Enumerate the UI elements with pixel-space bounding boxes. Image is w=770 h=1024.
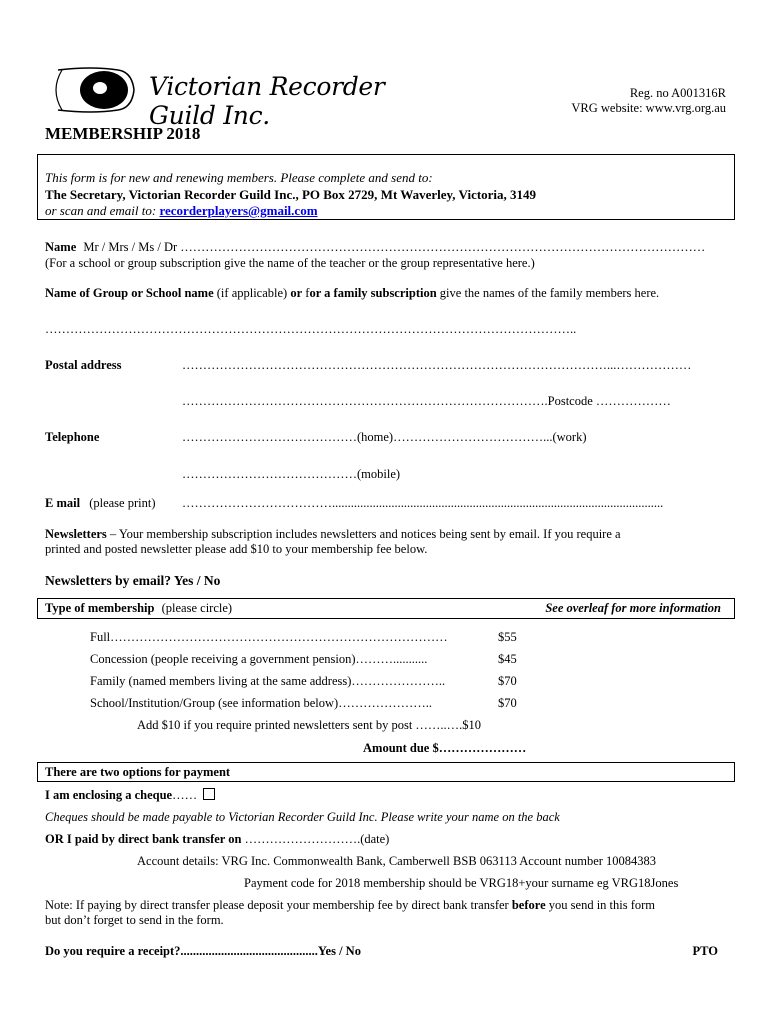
family-label: or a family subscription (309, 286, 437, 300)
name-field[interactable]: ……………………………………………………………………………………………………………… (180, 240, 706, 254)
newsletters-desc-1: – Your membership subscription includes newsletters and notices being sent by email. If you require a (106, 527, 621, 541)
receipt-question[interactable]: Do you require a receipt?............................................Yes / No (45, 944, 361, 958)
name-note: (For a school or group subscription give the name of the teacher or the group representative here.) (45, 256, 535, 270)
telephone-field-1[interactable]: ……………………………………(home)………………………………...(work) (182, 430, 587, 444)
name-titles: Mr / Mrs / Ms / Dr (83, 240, 178, 254)
option-label: Full……………………………………………………………………… (90, 630, 448, 644)
cheque-label: I am enclosing a cheque (45, 788, 173, 802)
pto-label: PTO (692, 944, 718, 958)
email-row (45, 496, 156, 511)
membership-hint: (please circle) (161, 601, 233, 615)
option-price: $45 (498, 652, 517, 666)
postal-field-2[interactable]: …………………………………………………………………………….Postcode ……………… (182, 394, 671, 408)
postal-label: Postal address (45, 358, 122, 372)
note-text: Note: If paying by direct transfer please deposit your membership fee by direct bank transfer (45, 898, 512, 912)
transfer-note-1 (45, 898, 655, 913)
header-info (571, 86, 726, 116)
option-label: Family (named members living at the same address)………………….. (90, 674, 446, 688)
account-details: Account details: VRG Inc. Commonwealth Bank, Camberwell BSB 063113 Account number 10084383 (137, 854, 657, 868)
email-label: E mail (45, 496, 81, 510)
email-link[interactable]: recorderplayers@gmail.com (159, 203, 318, 218)
group-text-3: give the names of the family members here. (436, 286, 660, 300)
reg-number: Reg. no A001316R (629, 86, 726, 100)
membership-header (45, 601, 232, 616)
postal-newsletter-addon[interactable]: Add $10 if you require printed newsletters sent by post ……..….$10 (137, 718, 482, 732)
group-label: Name of Group or School name (45, 286, 214, 300)
telephone-field-2[interactable]: ……………………………………(mobile) (182, 467, 401, 481)
transfer-label: OR I paid by direct bank transfer on (45, 832, 242, 846)
newsletters-text-1 (45, 527, 621, 542)
group-row (45, 286, 659, 301)
membership-option-full[interactable] (90, 630, 448, 645)
postal-field-1[interactable]: …………………………………………………………………………………………...……………… (182, 358, 692, 372)
email-field[interactable]: ……………………………….......................................................................................................... (182, 496, 664, 510)
email-hint: (please print) (89, 496, 156, 510)
intro-line-2: The Secretary, Victorian Recorder Guild Inc., PO Box 2729, Mt Waverley, Victoria, 3149 (45, 187, 537, 202)
membership-option-school[interactable] (90, 696, 432, 711)
name-row (45, 240, 705, 255)
group-field[interactable]: ……………………………………………………………………………………………………………….. (45, 322, 577, 336)
option-price: $70 (498, 696, 517, 710)
name-label: Name (45, 240, 77, 254)
recorder-logo-icon (52, 64, 142, 116)
payment-header: There are two options for payment (45, 765, 231, 779)
cheque-checkbox[interactable] (203, 788, 215, 800)
intro-email-prefix: or scan and email to: (45, 203, 160, 218)
cheque-row (45, 788, 215, 803)
overleaf-note: See overleaf for more information (545, 601, 721, 615)
option-price: $55 (498, 630, 517, 644)
group-or: or (290, 286, 303, 300)
cheque-note: Cheques should be made payable to Victorian Recorder Guild Inc. Please write your name on the back (45, 810, 560, 824)
transfer-date-field[interactable]: ……………………….(date) (241, 832, 390, 846)
transfer-row (45, 832, 389, 847)
membership-option-family[interactable] (90, 674, 445, 689)
group-text-2: f (302, 286, 310, 300)
guild-logo (52, 64, 442, 130)
org-name: Victorian Recorder Guild Inc. (149, 72, 385, 130)
note-before: before (511, 898, 546, 912)
note-text-end: you send in this form (545, 898, 656, 912)
group-text-1: (if applicable) (213, 286, 291, 300)
transfer-note-2: but don’t forget to send in the form. (45, 913, 224, 927)
newsletters-text-2: printed and posted newsletter please add $10 to your membership fee below. (45, 542, 428, 556)
telephone-label: Telephone (45, 430, 100, 444)
page-title: MEMBERSHIP 2018 (45, 124, 201, 143)
option-label: School/Institution/Group (see information below)………………….. (90, 696, 432, 710)
intro-line-3 (45, 203, 318, 219)
website: VRG website: www.vrg.org.au (571, 101, 726, 115)
newsletters-label: Newsletters (45, 527, 107, 541)
membership-option-concession[interactable] (90, 652, 427, 667)
amount-due[interactable]: Amount due $………………… (363, 741, 527, 755)
option-label: Concession (people receiving a government pension)………........... (90, 652, 428, 666)
newsletters-by-email[interactable]: Newsletters by email? Yes / No (45, 573, 221, 588)
option-price: $70 (498, 674, 517, 688)
cheque-dots: …… (172, 788, 198, 802)
payment-code: Payment code for 2018 membership should be VRG18+your surname eg VRG18Jones (244, 876, 679, 890)
membership-type-label: Type of membership (45, 601, 155, 615)
intro-line-1: This form is for new and renewing members. Please complete and send to: (45, 170, 433, 185)
